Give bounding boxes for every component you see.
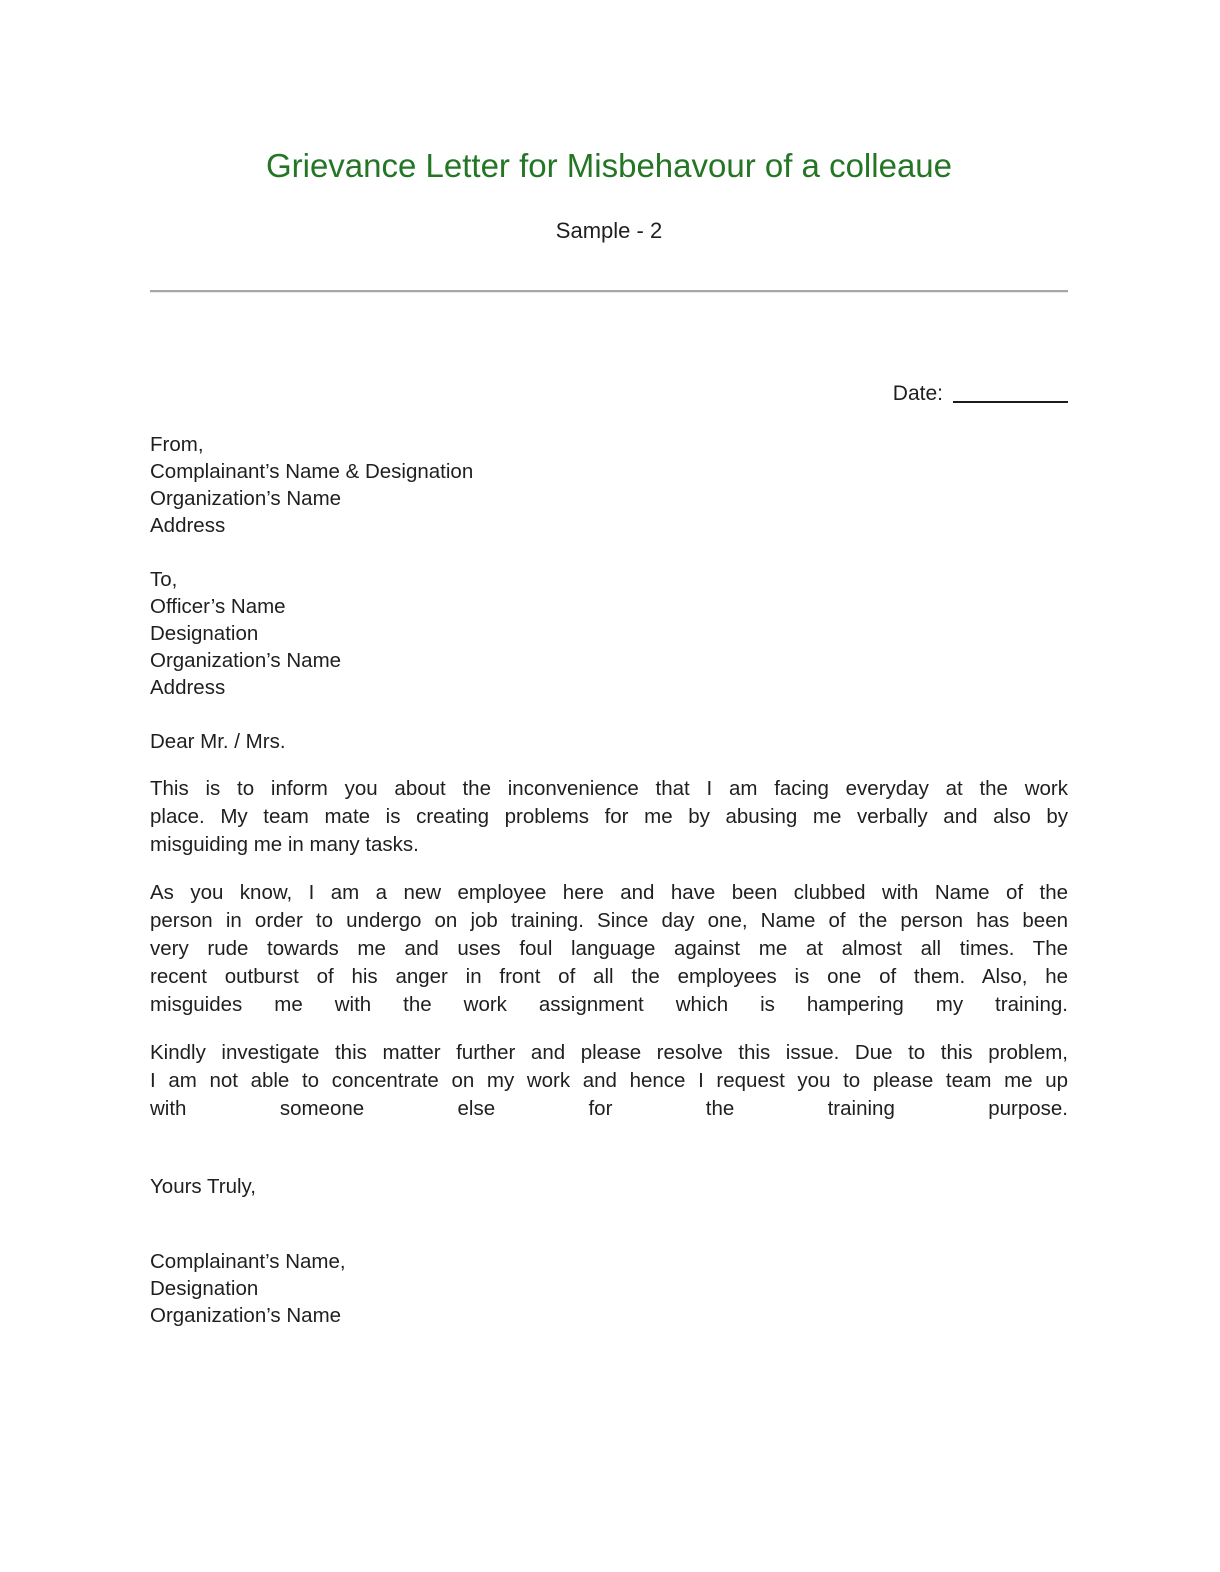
signature-line: Organization’s Name [150,1303,342,1327]
body-line: place. My team mate is creating problems for me by abusing me verbally and also by [150,804,1068,828]
date-label: Date: [892,381,943,405]
sender-line: Complainant’s Name & Designation [150,459,474,483]
date-row [150,377,1068,407]
page-title: Grievance Letter for Misbehavour of a colleaue [265,147,953,184]
recipient-line: Address [150,675,226,699]
sender-block [150,431,1068,539]
body-line: misguides me with the work assignment which is hampering my training. [150,992,1068,1016]
recipient-line: Officer’s Name [150,594,286,618]
body-line: As you know, I am a new employee here and have been clubbed with Name of the [150,880,1068,904]
recipient-block [150,566,1068,701]
body-line: recent outburst of his anger in front of all the employees is one of them. Also, he [150,964,1068,988]
body-line: with someone else for the training purpose. [150,1096,1068,1120]
page-subtitle: Sample - 2 [555,217,663,243]
signature-line: Complainant’s Name, [150,1249,346,1273]
signature-line: Designation [150,1276,259,1300]
salutation: Dear Mr. / Mrs. [150,729,286,753]
sender-line: Address [150,513,226,537]
sender-label: From, [150,432,204,456]
body-paragraph-2 [150,879,1068,1019]
body-line: Kindly investigate this matter further and please resolve this issue. Due to this problem, [150,1040,1068,1064]
body-line: very rude towards me and uses foul language against me at almost all times. The [150,936,1068,960]
valediction: Yours Truly, [150,1174,256,1198]
body-line: I am not able to concentrate on my work and hence I request you to please team me up [150,1068,1068,1092]
recipient-line: Designation [150,621,259,645]
body-line: misguiding me in many tasks. [150,832,419,856]
horizontal-divider [150,290,1068,293]
recipient-line: Organization’s Name [150,648,342,672]
body-line: This is to inform you about the inconvenience that I am facing everyday at the work [150,776,1068,800]
body-line: person in order to undergo on job training. Since day one, Name of the person has been [150,908,1068,932]
body-paragraph-1 [150,775,1068,859]
sender-line: Organization’s Name [150,486,342,510]
recipient-label: To, [150,567,178,591]
date-blank-line [953,380,1068,403]
body-paragraph-3 [150,1039,1068,1123]
signature-block [150,1248,1068,1329]
